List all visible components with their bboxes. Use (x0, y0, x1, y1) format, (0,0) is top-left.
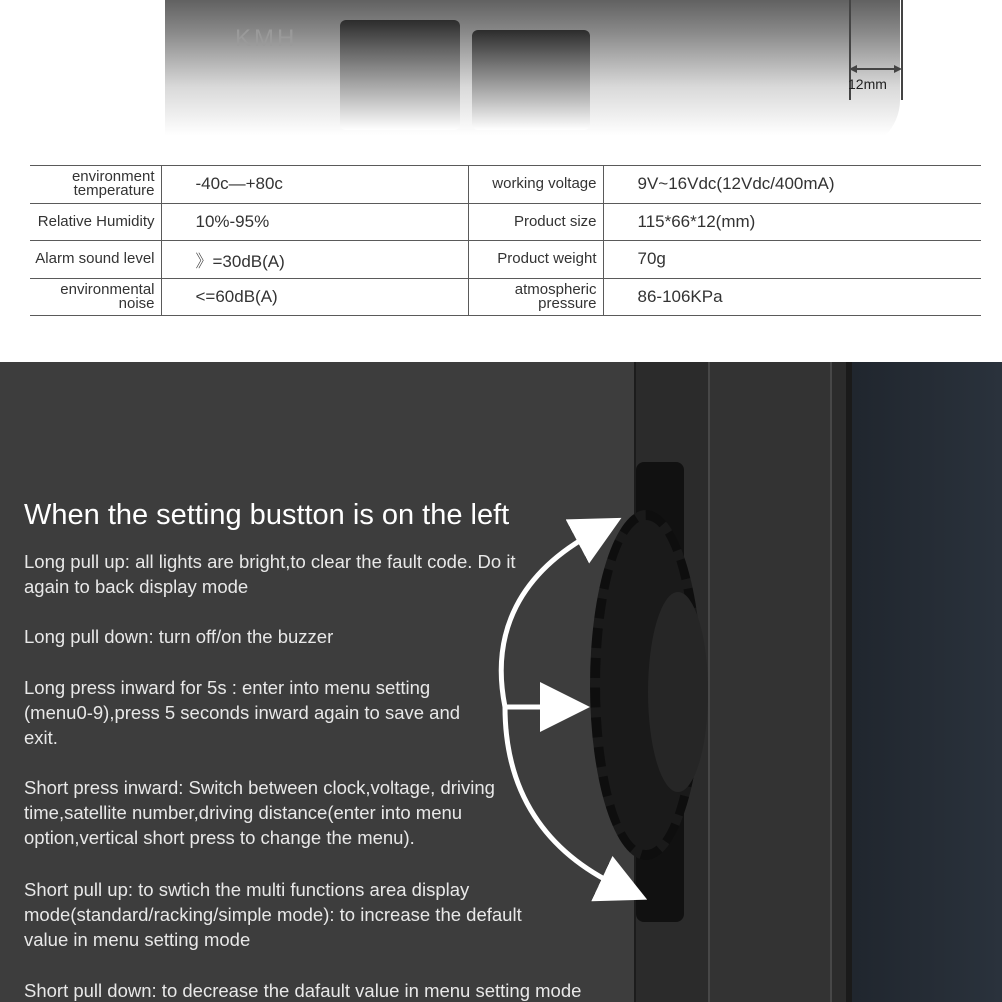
spec-label: Product size (468, 203, 603, 241)
spec-label: working voltage (468, 166, 603, 204)
instruction-long-pull-up: Long pull up: all lights are bright,to clear the fault code. Do it again to back display mode (24, 551, 516, 597)
spec-value: 115*66*12(mm) (603, 203, 981, 241)
spec-value: 9V~16Vdc(12Vdc/400mA) (603, 166, 981, 204)
dimension-arrow-shaft (857, 68, 894, 70)
instruction-long-press-inward: Long press inward for 5s : enter into menu setting (menu0-9),press 5 seconds inward again to save and exit. (24, 677, 461, 748)
spec-label: Product weight (468, 241, 603, 279)
instruction-short-pull-down: Short pull down: to decrease the dafault value in menu setting mode (24, 980, 582, 1001)
instruction-section (0, 362, 1002, 1002)
dimension-arrow-left-icon (849, 65, 857, 73)
instructions-heading: When the setting bustton is on the left (24, 499, 510, 531)
spec-label: atmospheric pressure (468, 278, 603, 316)
spec-label: Relative Humidity (30, 203, 161, 241)
dimension-line-right (901, 0, 903, 100)
spec-value: -40c—+80c (161, 166, 468, 204)
spec-value: 86-106KPa (603, 278, 981, 316)
spec-table (30, 165, 981, 316)
spec-row (30, 241, 981, 279)
spec-value: 》=30dB(A) (161, 241, 468, 279)
spec-value: 10%-95% (161, 203, 468, 241)
spec-row (30, 203, 981, 241)
device-display-letters: KMH (235, 25, 298, 52)
spec-row (30, 278, 981, 316)
spec-row (30, 166, 981, 204)
spec-label: Alarm sound level (30, 241, 161, 279)
spec-value: 70g (603, 241, 981, 279)
device-screen-left (340, 20, 460, 130)
instruction-long-pull-down: Long pull down: turn off/on the buzzer (24, 626, 334, 647)
instruction-short-pull-up: Short pull up: to swtich the multi functions area display mode(standard/racking/simple mode): to increase the default value in menu setting mode (24, 879, 522, 950)
dimension-label: 12mm (848, 76, 887, 92)
spec-label: environmental noise (30, 278, 161, 316)
spec-label: environment temperature (30, 166, 161, 204)
dimension-arrow-right-icon (894, 65, 902, 73)
device-screen-right (472, 30, 590, 130)
instruction-short-press-inward: Short press inward: Switch between clock,voltage, driving time,satellite number,driving distance(enter into menu option,vertical short press to change the menu). (24, 777, 495, 848)
spec-value: <=60dB(A) (161, 278, 468, 316)
product-photo (0, 0, 1002, 150)
